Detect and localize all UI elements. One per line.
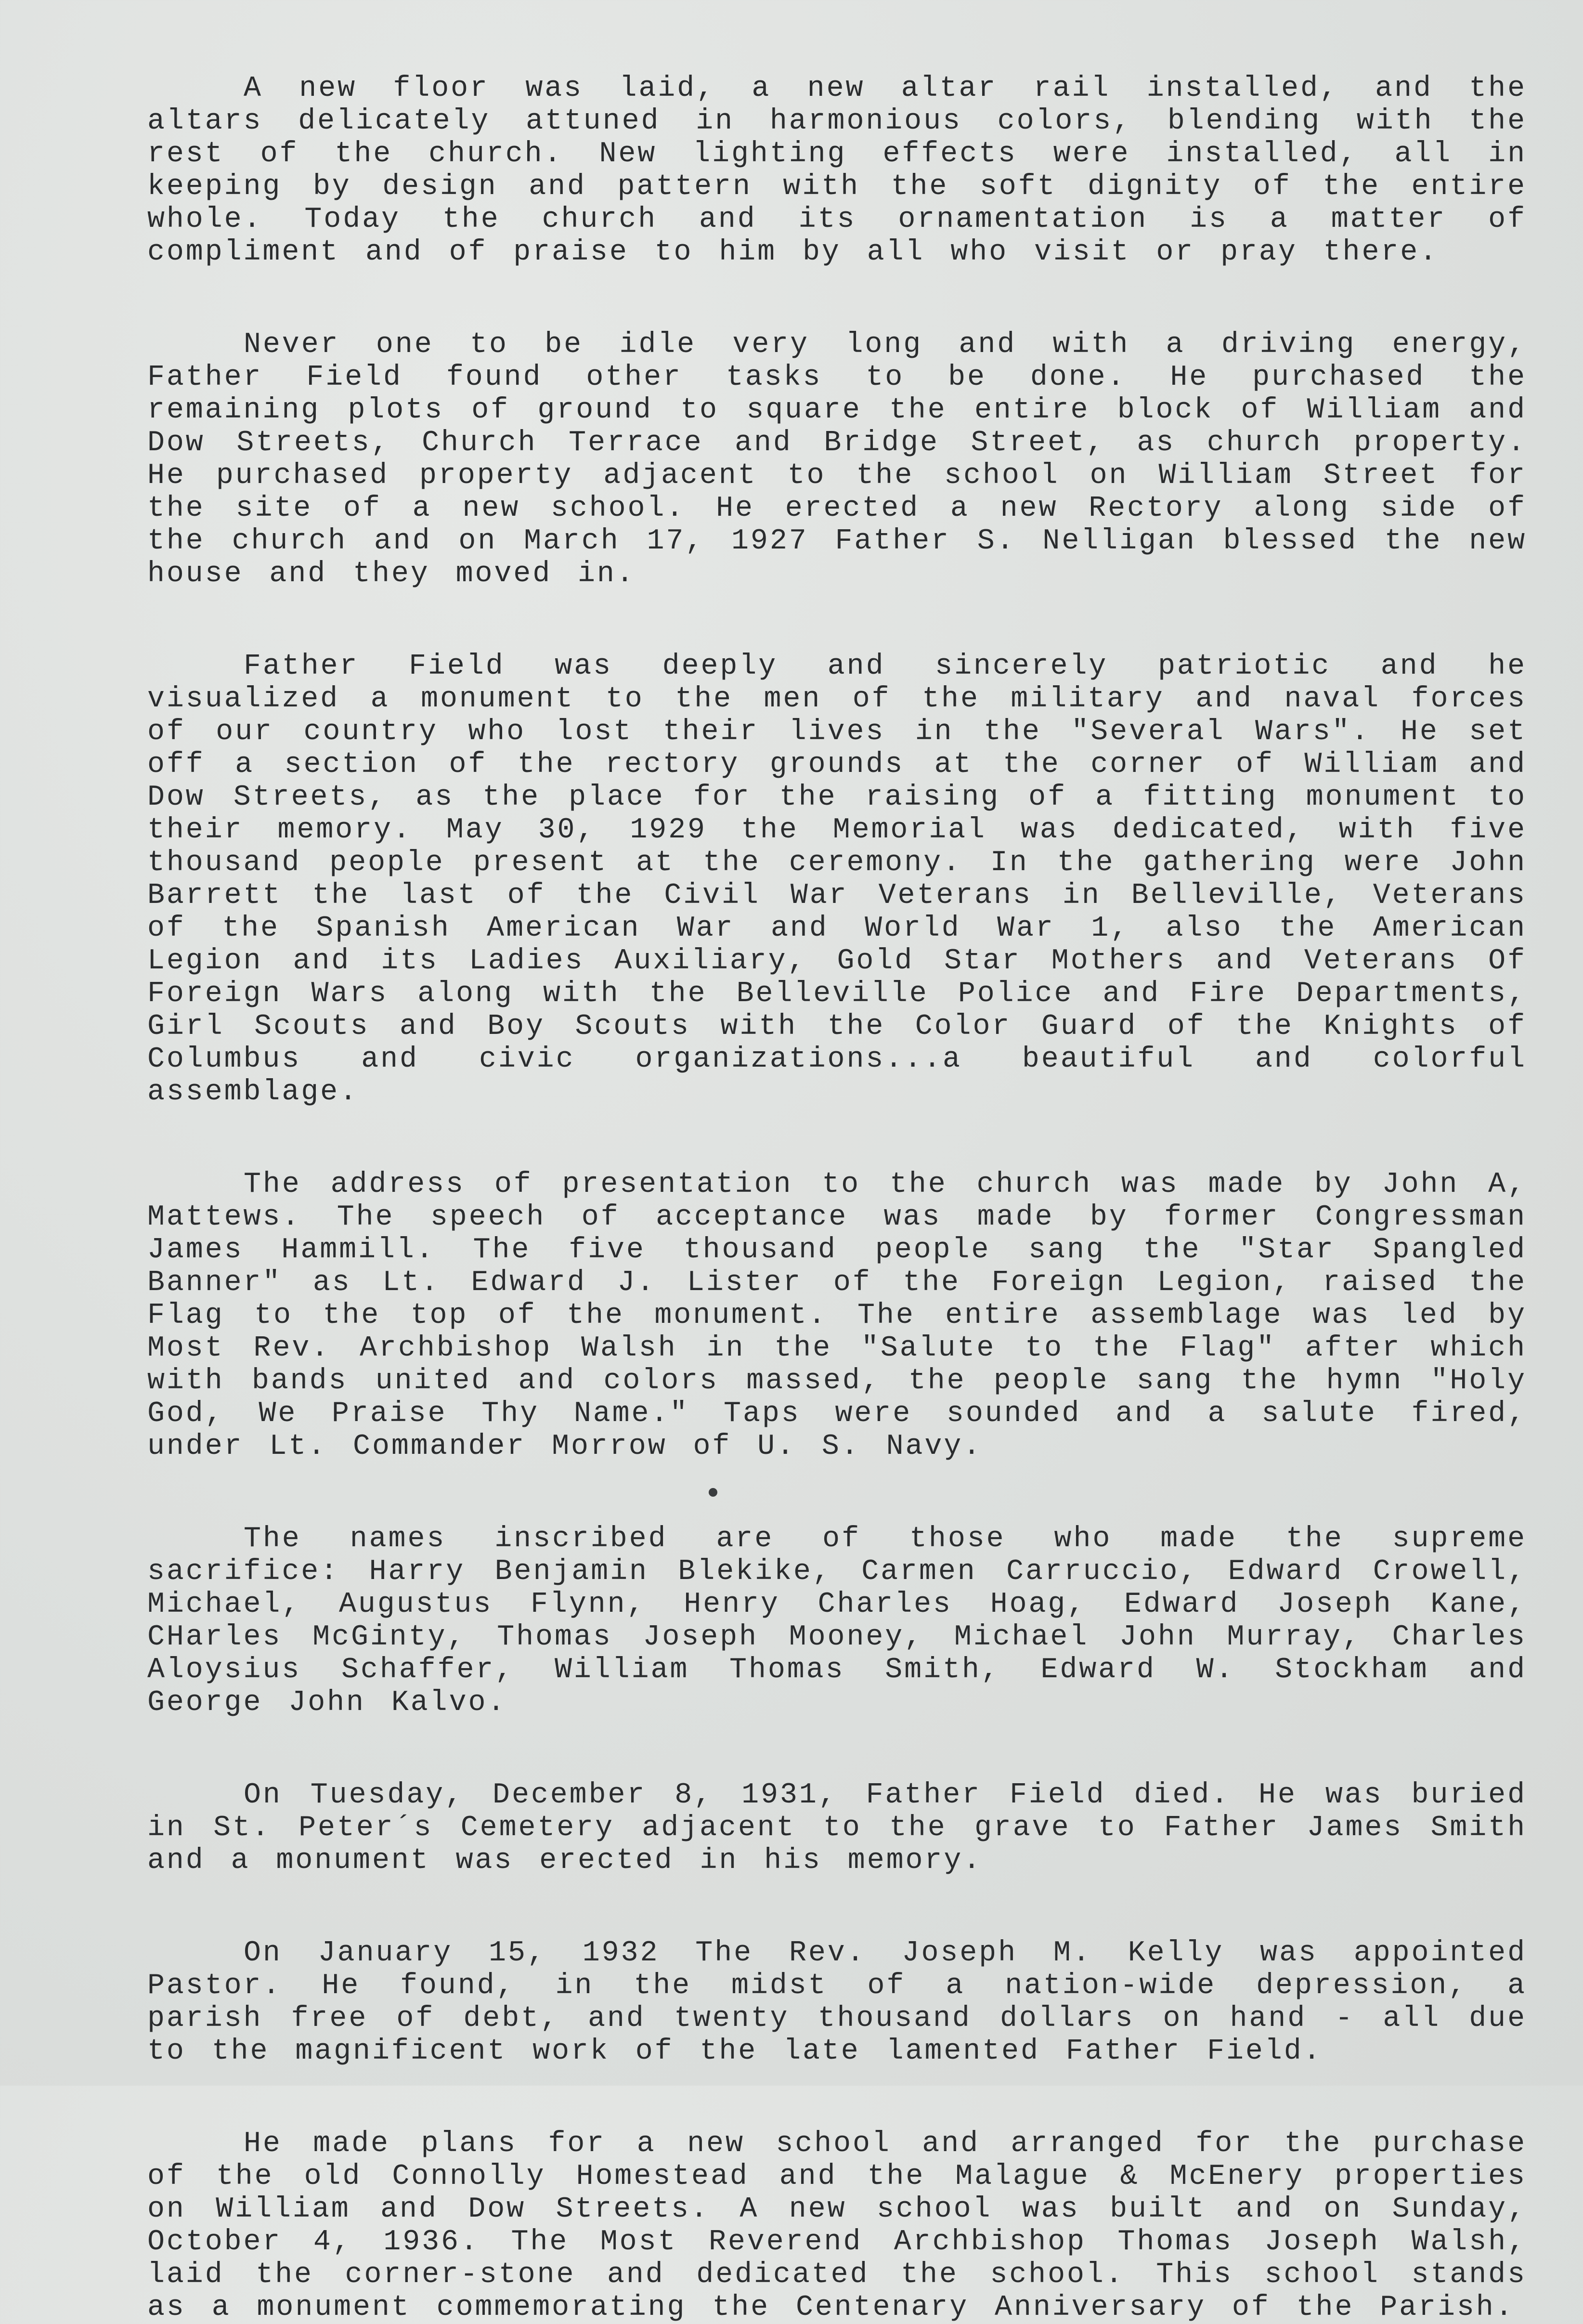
paragraph-inscribed-names: The names inscribed are of those who made the supreme sacrifice: Harry Benjamin Blekike, Carmen Carruccio, Edward Crowell, Michael, Augustus Flynn, Henry Charles Hoag, Edward Joseph Kane, CHarles McGinty, Thomas Joseph Mooney, Michael John Murray, Charles Aloysius Schaffer, William Thomas Smith, Edward W. Stockham and George John Kalvo. <box>147 1523 1527 1719</box>
ink-blot <box>709 1488 717 1497</box>
paragraph-father-kelly: On January 15, 1932 The Rev. Joseph M. Kelly was appointed Pastor. He found, in the midst of a nation-wide depression, a parish free of debt, and twenty thousand dollars on hand - all due to the magnificent work of the late lamented Father Field. <box>147 1937 1527 2068</box>
paragraph-renovation: A new floor was laid, a new altar rail installed, and the altars delicately attuned in harmonious colors, blending with the rest of the church. New lighting effects were installed, all in keeping by design and pattern with the soft dignity of the entire whole. Today the church and its ornamentation is a matter of compliment and of praise to him by all who visit or pray there. <box>147 72 1527 269</box>
paragraph-new-school: He made plans for a new school and arranged for the purchase of the old Connolly Homestead and the Malague & McEnery properties on William and Dow Streets. A new school was built and on Sunday, October 4, 1936. The Most Reverend Archbishop Thomas Joseph Walsh, laid the corner-stone and dedicated the school. This school stands as a monument commemorating the Centenary Anniversary of the Parish. <box>147 2128 1527 2324</box>
paragraph-dedication-ceremony: The address of presentation to the church was made by John A, Mattews. The speech of acceptance was made by former Congressman James Hammill. The five thousand people sang the "Star Spangled Banner" as Lt. Edward J. Lister of the Foreign Legion, raised the Flag to the top of the monument. The entire assemblage was led by Most Rev. Archbishop Walsh in the "Salute to the Flag" after which with bands united and colors massed, the people sang the hymn "Holy God, We Praise Thy Name." Taps were sounded and a salute fired, under Lt. Commander Morrow of U. S. Navy. <box>147 1168 1527 1463</box>
paragraph-rectory: Never one to be idle very long and with a driving energy, Father Field found other tasks to be done. He purchased the remaining plots of ground to square the entire block of William and Dow Streets, Church Terrace and Bridge Street, as church property. He purchased property adjacent to the school on William Street for the site of a new school. He erected a new Rectory along side of the church and on March 17, 1927 Father S. Nelligan blessed the new house and they moved in. <box>147 328 1527 590</box>
paragraph-memorial: Father Field was deeply and sincerely patriotic and he visualized a monument to the men of the military and naval forces of our country who lost their lives in the "Several Wars". He set off a section of the rectory grounds at the corner of William and Dow Streets, as the place for the raising of a fitting monument to their memory. May 30, 1929 the Memorial was dedicated, with five thousand people present at the ceremony. In the gathering were John Barrett the last of the Civil War Veterans in Belleville, Veterans of the Spanish American War and World War 1, also the American Legion and its Ladies Auxiliary, Gold Star Mothers and Veterans Of Foreign Wars along with the Belleville Police and Fire Departments, Girl Scouts and Boy Scouts with the Color Guard of the Knights of Columbus and civic organizations...a beautiful and colorful assemblage. <box>147 650 1527 1109</box>
paragraph-father-field-death: On Tuesday, December 8, 1931, Father Field died. He was buried in St. Peter´s Cemetery adjacent to the grave to Father James Smith and a monument was erected in his memory. <box>147 1779 1527 1877</box>
